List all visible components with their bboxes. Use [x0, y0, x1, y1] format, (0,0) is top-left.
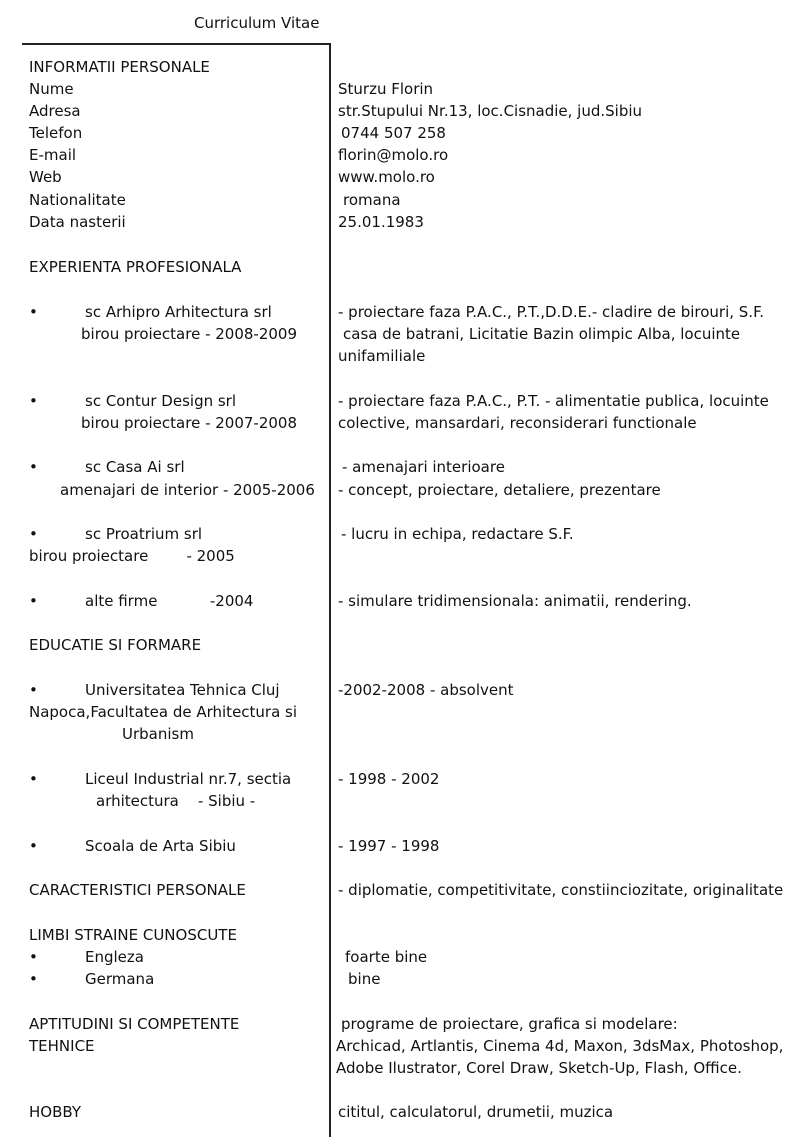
section-heading-education: EDUCATIE SI FORMARE	[29, 636, 202, 654]
hobby-value: cititul, calculatorul, drumetii, muzica	[338, 1103, 614, 1121]
education-institution: Urbanism	[122, 725, 194, 743]
language-name: Engleza	[85, 948, 144, 966]
value-adresa: str.Stupului Nr.13, loc.Cisnadie, jud.Sibiu	[338, 102, 643, 120]
bullet-icon: •	[29, 770, 38, 788]
label-nume: Nume	[29, 80, 74, 98]
education-period: - 1998 - 2002	[338, 770, 440, 788]
section-heading-technical: TEHNICE	[29, 1037, 95, 1055]
traits-value: - diplomatie, competitivitate, constiinciozitate, originalitate	[338, 881, 784, 899]
section-heading-technical: APTITUDINI SI COMPETENTE	[29, 1015, 240, 1033]
education-period: - 1997 - 1998	[338, 837, 440, 855]
experience-company: sc Contur Design srl	[85, 392, 237, 410]
value-data-nasterii: 25.01.1983	[338, 213, 424, 231]
section-heading-personal: INFORMATII PERSONALE	[29, 58, 210, 76]
education-period: -2002-2008 - absolvent	[338, 681, 514, 699]
education-institution: Liceul Industrial nr.7, sectia	[85, 770, 292, 788]
value-telefon: 0744 507 258	[341, 124, 446, 142]
label-nationalitate: Nationalitate	[29, 191, 126, 209]
value-nationalitate: romana	[343, 191, 401, 209]
value-nume: Sturzu Florin	[338, 80, 434, 98]
education-institution: arhitectura - Sibiu -	[96, 792, 256, 810]
document-title: Curriculum Vitae	[194, 14, 320, 32]
experience-company: sc Casa Ai srl	[85, 458, 185, 476]
section-heading-languages: LIMBI STRAINE CUNOSCUTE	[29, 926, 237, 944]
label-adresa: Adresa	[29, 102, 81, 120]
header-rule	[22, 43, 331, 45]
language-level: bine	[348, 970, 381, 988]
bullet-icon: •	[29, 458, 38, 476]
education-institution: Universitatea Tehnica Cluj	[85, 681, 280, 699]
value-email[interactable]: florin@molo.ro	[338, 146, 449, 164]
value-web[interactable]: www.molo.ro	[338, 168, 435, 186]
experience-role: birou proiectare - 2007-2008	[81, 414, 298, 432]
label-web: Web	[29, 168, 62, 186]
experience-desc: - concept, proiectare, detaliere, prezentare	[338, 481, 661, 499]
experience-role: birou proiectare - 2005	[29, 547, 235, 565]
experience-desc: colective, mansardari, reconsiderari functionale	[338, 414, 697, 432]
experience-desc: - amenajari interioare	[342, 458, 505, 476]
experience-desc: - proiectare faza P.A.C., P.T.,D.D.E.- cladire de birouri, S.F.	[338, 303, 765, 321]
bullet-icon: •	[29, 948, 38, 966]
experience-desc: casa de batrani, Licitatie Bazin olimpic Alba, locuinte	[343, 325, 741, 343]
education-institution: Napoca,Facultatea de Arhitectura si	[29, 703, 298, 721]
technical-value: programe de proiectare, grafica si modelare:	[341, 1015, 678, 1033]
bullet-icon: •	[29, 837, 38, 855]
experience-company: alte firme -2004	[85, 592, 254, 610]
section-heading-experience: EXPERIENTA PROFESIONALA	[29, 258, 242, 276]
experience-desc: - proiectare faza P.A.C., P.T. - alimentatie publica, locuinte	[338, 392, 769, 410]
section-heading-traits: CARACTERISTICI PERSONALE	[29, 881, 246, 899]
bullet-icon: •	[29, 392, 38, 410]
experience-company: sc Arhipro Arhitectura srl	[85, 303, 272, 321]
bullet-icon: •	[29, 525, 38, 543]
language-level: foarte bine	[345, 948, 428, 966]
experience-company: sc Proatrium srl	[85, 525, 203, 543]
column-divider	[329, 43, 331, 1137]
bullet-icon: •	[29, 303, 38, 321]
bullet-icon: •	[29, 681, 38, 699]
technical-value: Adobe Ilustrator, Corel Draw, Sketch-Up, Flash, Office.	[336, 1059, 742, 1077]
education-institution: Scoala de Arta Sibiu	[85, 837, 236, 855]
experience-desc: unifamiliale	[338, 347, 426, 365]
label-telefon: Telefon	[29, 124, 83, 142]
section-heading-hobby: HOBBY	[29, 1103, 82, 1121]
label-data-nasterii: Data nasterii	[29, 213, 126, 231]
experience-role: birou proiectare - 2008-2009	[81, 325, 298, 343]
technical-value: Archicad, Artlantis, Cinema 4d, Maxon, 3dsMax, Photoshop,	[336, 1037, 784, 1055]
bullet-icon: •	[29, 970, 38, 988]
language-name: Germana	[85, 970, 155, 988]
experience-desc: - simulare tridimensionala: animatii, rendering.	[338, 592, 692, 610]
label-email: E-mail	[29, 146, 77, 164]
experience-role: amenajari de interior - 2005-2006	[60, 481, 315, 499]
experience-desc: - lucru in echipa, redactare S.F.	[341, 525, 574, 543]
bullet-icon: •	[29, 592, 38, 610]
